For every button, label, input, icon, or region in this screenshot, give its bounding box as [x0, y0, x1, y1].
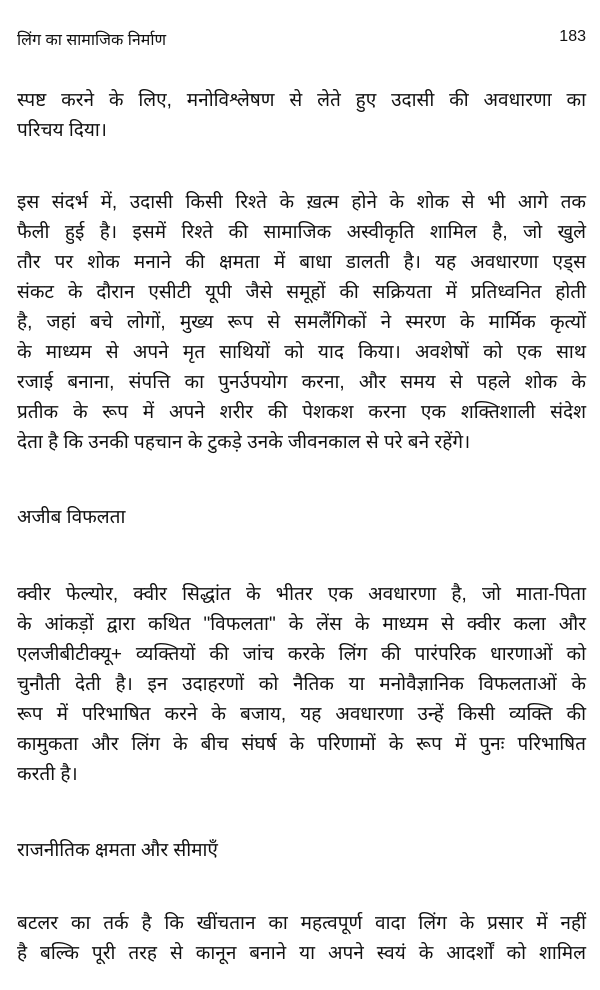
- text-line: संकट के दौरान एसीटी यूपी जैसे समूहों की सक्रियता में प्रतिध्वनित होती: [17, 282, 586, 303]
- text-line: प्रतीक के रूप में अपने शरीर की पेशकश करना एक शक्तिशाली संदेश: [17, 402, 586, 423]
- text-line: क्वीर फेल्योर, क्वीर सिद्धांत के भीतर एक अवधारणा है, जो माता-पिता: [17, 584, 586, 605]
- paragraph-3: [17, 580, 586, 790]
- text-line: है बल्कि पूरी तरह से कानून बनाने या अपने स्वयं के आदर्शों को शामिल: [17, 943, 586, 964]
- text-line: कामुकता और लिंग के बीच संघर्ष के परिणामों के रूप में पुनः परिभाषित: [17, 734, 586, 755]
- text-line: है, जहां बचे लोगों, मुख्य रूप से समलैंगिकों ने स्मरण के मार्मिक कृत्यों: [17, 312, 586, 333]
- section-heading-political-potential: राजनीतिक क्षमता और सीमाएँ: [17, 840, 218, 861]
- section-heading-queer-failure: अजीब विफलता: [17, 507, 126, 528]
- text-line: इस संदर्भ में, उदासी किसी रिश्ते के ख़त्म होने के शोक से भी आगे तक: [17, 192, 586, 213]
- running-title: लिंग का सामाजिक निर्माण: [17, 32, 167, 49]
- text-line: बटलर का तर्क है कि खींचतान का महत्वपूर्ण वादा लिंग के प्रसार में नहीं: [17, 913, 586, 934]
- text-line: चुनौती देती है। इन उदाहरणों को नैतिक या मनोवैज्ञानिक विफलताओं के: [17, 674, 586, 695]
- running-header: [17, 28, 586, 50]
- text-line: रजाई बनाना, संपत्ति का पुनर्उपयोग करना, और समय से पहले शोक के: [17, 372, 586, 393]
- text-line: करती है।: [17, 764, 78, 785]
- text-line: एलजीबीटीक्यू+ व्यक्तियों की जांच करके लिंग की पारंपरिक धारणाओं को: [17, 644, 586, 665]
- page-number: 183: [559, 28, 586, 45]
- paragraph-4: [17, 909, 586, 969]
- paragraph-1: [17, 86, 586, 146]
- text-line: परिचय दिया।: [17, 120, 108, 141]
- text-line: रूप में परिभाषित करने के बजाय, यह अवधारणा उन्हें किसी व्यक्ति की: [17, 704, 586, 725]
- text-line: देता है कि उनकी पहचान के टुकड़े उनके जीवनकाल से परे बने रहेंगे।: [17, 432, 471, 453]
- text-line: के आंकड़ों द्वारा कथित "विफलता" के लेंस के माध्यम से क्वीर कला और: [17, 614, 586, 635]
- text-line: फैली हुई है। इसमें रिश्ते की सामाजिक अस्वीकृति शामिल है, जो खुले: [17, 222, 586, 243]
- text-line: के माध्यम से अपने मृत साथियों को याद किया। अवशेषों को एक साथ: [17, 342, 586, 363]
- text-line: स्पष्ट करने के लिए, मनोविश्लेषण से लेते हुए उदासी की अवधारणा का: [17, 90, 586, 111]
- paragraph-2: [17, 188, 586, 458]
- text-line: तौर पर शोक मनाने की क्षमता में बाधा डालती है। यह अवधारणा एड्स: [17, 252, 586, 273]
